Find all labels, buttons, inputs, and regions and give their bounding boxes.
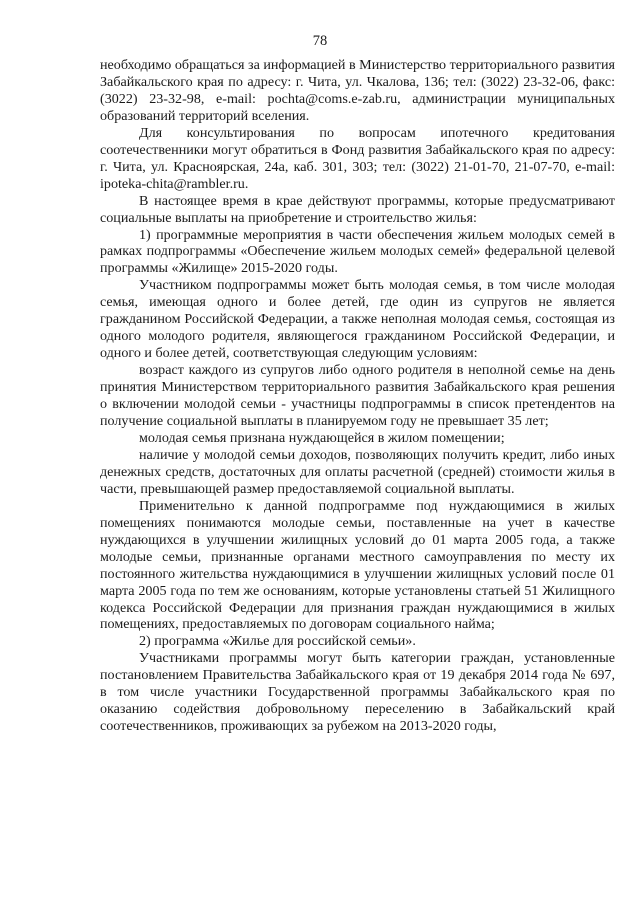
body-text: [100, 57, 615, 735]
paragraph-income-condition: наличие у молодой семьи доходов, позволяющих получить кредит, либо иных денежных средств, достаточных для оплаты расчетной (средней) стоимости жилья в части, превышающей размер предоставляемой социальной выплаты.: [100, 446, 615, 497]
paragraph-young-families-program: 1) программные мероприятия в части обеспечения жильем молодых семей в рамках подпрограммы «Обеспечение жильем молодых семей» федеральной целевой программы «Жилище» 2015-2020 годы.: [100, 226, 615, 277]
paragraph-need-condition: молодая семья признана нуждающейся в жилом помещении;: [139, 429, 505, 446]
paragraph-need-definition: Применительно к данной подпрограмме под нуждающимися в жилых помещениях понимаются молодые семьи, поставленные на учет в качестве нуждающихся в улучшении жилищных условий до 01 марта 2005 года, а также молодые семьи, признанные органами местного самоуправления по месту их постоянного жительства нуждающимися в улучшении жилищных условий после 01 марта 2005 года по тем же основаниям, которые установлены статьей 51 Жилищного кодекса Российской Федерации для признания граждан нуждающимися в жилых помещениях, предоставляемых по договорам социального найма;: [100, 497, 615, 633]
paragraph-participant-definition: Участником подпрограммы может быть молодая семья, в том числе молодая семья, имеющая одного и более детей, где один из супругов не является гражданином Российской Федерации, а также неполная молодая семья, состоящая из одного молодого родителя, являющегося гражданином Российской Федерации, и одного и более детей, соответствующая следующим условиям:: [100, 277, 615, 362]
paragraph-mortgage-consulting: Для консультирования по вопросам ипотечного кредитования соотечественники могут обратиться в Фонд развития Забайкальского края по адресу: г. Чита, ул. Красноярская, 24а, каб. 301, 303; тел: (3022) 21-01-70, 21-07-70, e-mail: ipoteka-chita@rambler.ru.: [100, 124, 615, 192]
paragraph-housing-programs: В настоящее время в крае действуют программы, которые предусматривают социальные выплаты на приобретение и строительство жилья:: [100, 192, 615, 226]
paragraph-russian-family-program: 2) программа «Жилье для российской семьи».: [139, 633, 416, 650]
paragraph-age-condition: возраст каждого из супругов либо одного родителя в неполной семье на день принятия Министерством территориального развития Забайкальского края решения о включении молодой семьи - участницы подпрограммы в список претендентов на получение социальной выплаты в планируемом году не превышает 35 лет;: [100, 362, 615, 430]
paragraph-program-participants: Участниками программы могут быть категории граждан, установленные постановлением Правительства Забайкальского края от 19 декабря 2014 года № 697, в том числе участники Государственной программы Забайкальского края по оказанию содействия добровольному переселению в Забайкальский край соотечественников, проживающих за рубежом на 2013-2020 годы,: [100, 650, 615, 735]
page-number: 78: [312, 33, 328, 49]
paragraph-ministry-contacts: необходимо обращаться за информацией в Министерство территориального развития Забайкальского края по адресу: г. Чита, ул. Чкалова, 136; тел: (3022) 23-32-06, факс: (3022) 23-32-98, e-mail: pochta@coms.e-zab.ru, администрации муниципальных образований территорий вселения.: [100, 57, 615, 124]
